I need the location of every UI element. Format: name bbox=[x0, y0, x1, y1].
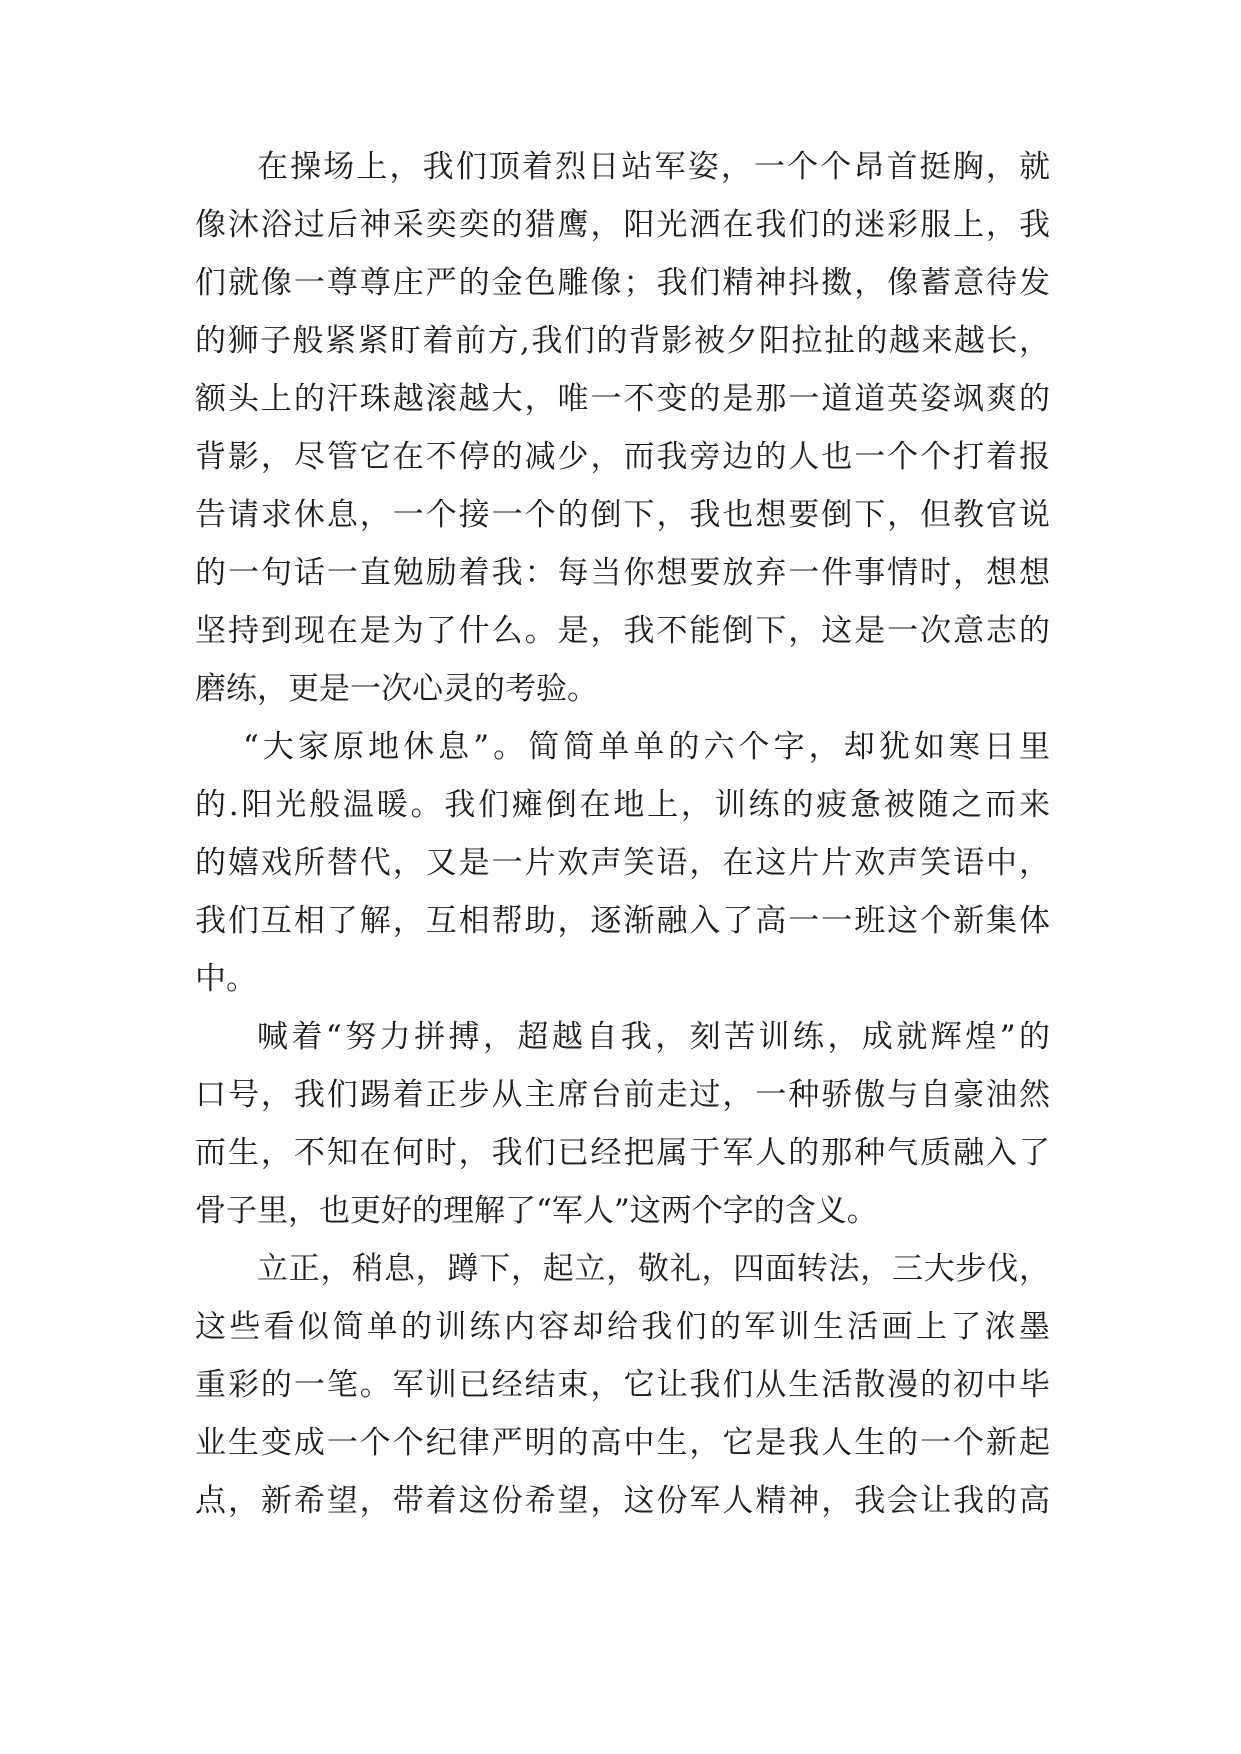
paragraph-line: 告请求休息，一个接一个的倒下，我也想要倒下，但教官说 bbox=[195, 497, 1050, 533]
paragraph-line: 的一句话一直勉励着我：每当你想要放弃一件事情时，想想 bbox=[195, 555, 1050, 591]
paragraph-line: 坚持到现在是为了什么。是，我不能倒下，这是一次意志的 bbox=[195, 613, 1050, 649]
paragraph-line: 这些看似简单的训练内容却给我们的军训生活画上了浓墨 bbox=[195, 1309, 1050, 1345]
paragraph-line: 点，新希望，带着这份希望，这份军人精神，我会让我的高 bbox=[195, 1483, 1050, 1519]
paragraph-line: 口号，我们踢着正步从主席台前走过，一种骄傲与自豪油然 bbox=[195, 1077, 1050, 1113]
paragraph-line: 磨练，更是一次心灵的考验。 bbox=[195, 671, 598, 707]
paragraph-line: 们就像一尊尊庄严的金色雕像；我们精神抖擞，像蓄意待发 bbox=[195, 265, 1050, 301]
paragraph-line: 中。 bbox=[195, 961, 257, 997]
paragraph-line: 的狮子般紧紧盯着前方,我们的背影被夕阳拉扯的越来越长， bbox=[195, 323, 1050, 359]
paragraph-line: 像沐浴过后神采奕奕的猎鹰，阳光洒在我们的迷彩服上，我 bbox=[195, 207, 1050, 243]
paragraph-line: 的嬉戏所替代，又是一片欢声笑语，在这片片欢声笑语中， bbox=[195, 845, 1050, 881]
paragraph-line: 业生变成一个个纪律严明的高中生，它是我人生的一个新起 bbox=[195, 1425, 1050, 1461]
paragraph-line: 我们互相了解，互相帮助，逐渐融入了高一一班这个新集体 bbox=[195, 903, 1050, 939]
paragraph-line: 骨子里，也更好的理解了“军人”这两个字的含义。 bbox=[195, 1193, 878, 1229]
paragraph-line: 的.阳光般温暖。我们瘫倒在地上，训练的疲惫被随之而来 bbox=[195, 787, 1050, 823]
paragraph-line: 背影，尽管它在不停的减少，而我旁边的人也一个个打着报 bbox=[195, 439, 1050, 475]
paragraph-line: 在操场上，我们顶着烈日站军姿，一个个昂首挺胸，就 bbox=[257, 149, 1050, 185]
paragraph-line: 立正，稍息，蹲下，起立，敬礼，四面转法，三大步伐， bbox=[257, 1251, 1050, 1287]
paragraph-line: 而生，不知在何时，我们已经把属于军人的那种气质融入了 bbox=[195, 1135, 1050, 1171]
paragraph-line: “大家原地休息”。简简单单的六个字，却犹如寒日里 bbox=[243, 729, 1050, 765]
paragraph-line: 额头上的汗珠越滚越大，唯一不变的是那一道道英姿飒爽的 bbox=[195, 381, 1050, 417]
paragraph-line: 重彩的一笔。军训已经结束，它让我们从生活散漫的初中毕 bbox=[195, 1367, 1050, 1403]
paragraph-line: 喊着“努力拼搏，超越自我，刻苦训练，成就辉煌”的 bbox=[257, 1019, 1050, 1055]
